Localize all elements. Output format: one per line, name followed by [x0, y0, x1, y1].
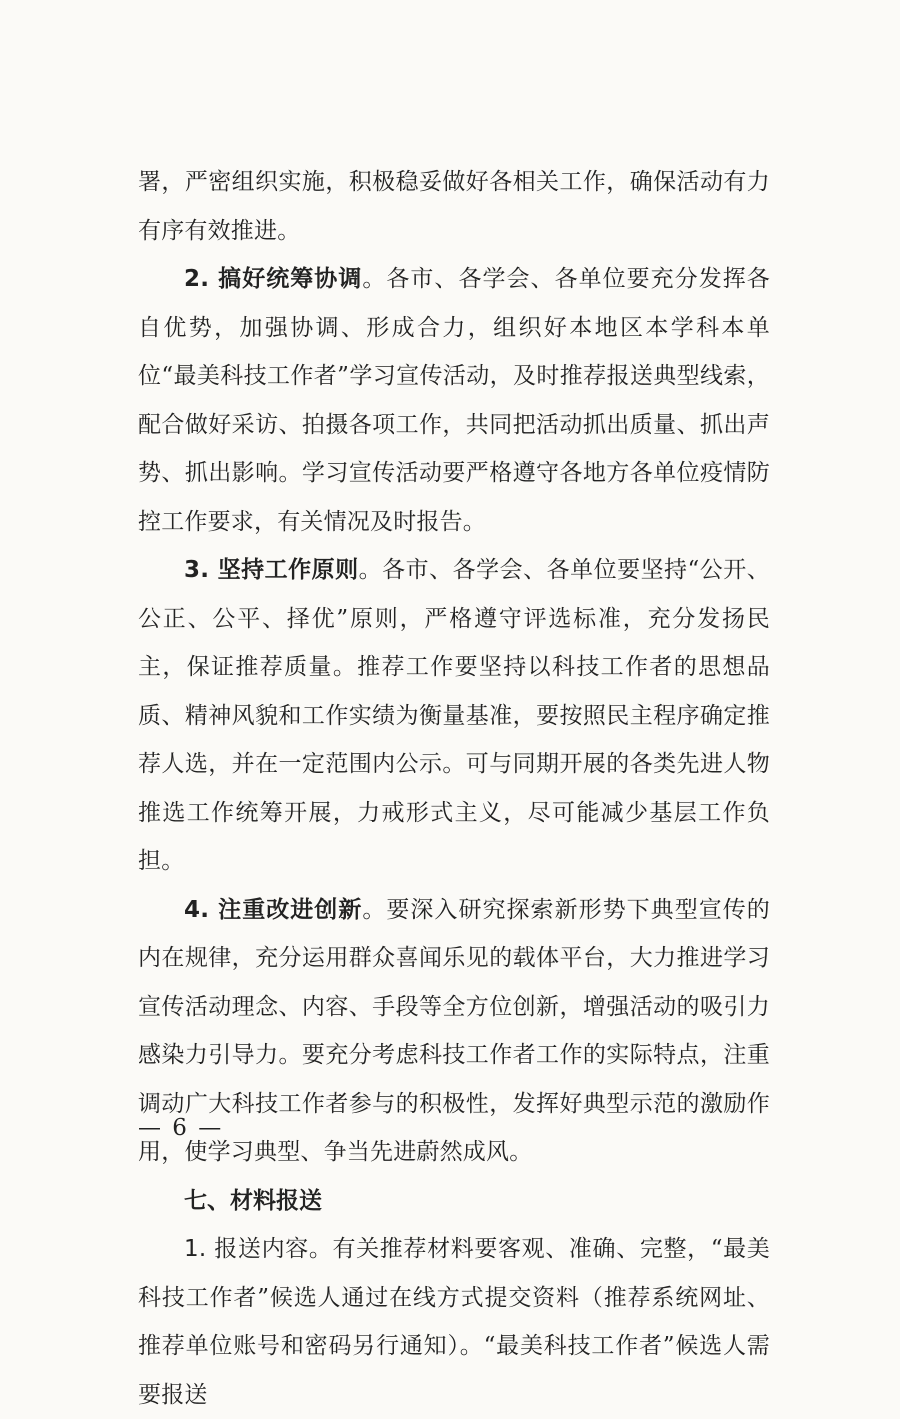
section-heading: 七、材料报送 — [184, 1187, 322, 1214]
paragraph-text: 。各市、各学会、各单位要充分发挥各自优势，加强协调、形成合力，组织好本地区本学科本单位“最美科技工作者”学习宣传活动，及时推荐报送典型线索，配合做好采访、拍摄各项工作，共同把活动抓出质量、抓出声势、抓出影响。学习宣传活动要严格遵守各地方各单位疫情防控工作要求，有关情况及时报告。 — [138, 266, 770, 535]
paragraph-coordination — [138, 255, 770, 546]
page-number: — 6 — — [138, 1115, 224, 1141]
paragraph-heading: 4. 注重改进创新 — [184, 896, 363, 923]
paragraph-heading: 3. 坚持工作原则 — [184, 557, 359, 583]
paragraph-principles — [138, 546, 770, 886]
paragraph-continuation: 署，严密组织实施，积极稳妥做好各相关工作，确保活动有力有序有效推进。 — [138, 169, 770, 244]
paragraph-text: 。有关推荐材料要客观、准确、完整，“最美科技工作者”候选人通过在线方式提交资料（推荐系统网址、推荐单位账号和密码另行通知）。“最美科技工作者”候选人需要报送 — [138, 1236, 770, 1408]
page-body — [138, 158, 770, 1419]
paragraph-submission-content — [138, 1225, 770, 1419]
paragraph-text: 。要深入研究探索新形势下典型宣传的内在规律，充分运用群众喜闻乐见的载体平台，大力推进学习宣传活动理念、内容、手段等全方位创新，增强活动的吸引力感染力引导力。要充分考虑科技工作者工作的实际特点，注重调动广大科技工作者参与的积极性，发挥好典型示范的激励作用，使学习典型、争当先进蔚然成风。 — [138, 896, 770, 1165]
paragraph-heading: 1. 报送内容 — [184, 1236, 309, 1262]
paragraph-heading: 2. 搞好统筹协调 — [184, 266, 363, 292]
paragraph-innovation — [138, 886, 770, 1177]
paragraph-text: 。各市、各学会、各单位要坚持“公开、公正、公平、择优”原则，严格遵守评选标准，充分发扬民主，保证推荐质量。推荐工作要坚持以科技工作者的思想品质、精神风貌和工作实绩为衡量基准，要按照民主程序确定推荐人选，并在一定范围内公示。可与同期开展的各类先进人物推选工作统筹开展，力戒形式主义，尽可能减少基层工作负担。 — [138, 557, 770, 874]
